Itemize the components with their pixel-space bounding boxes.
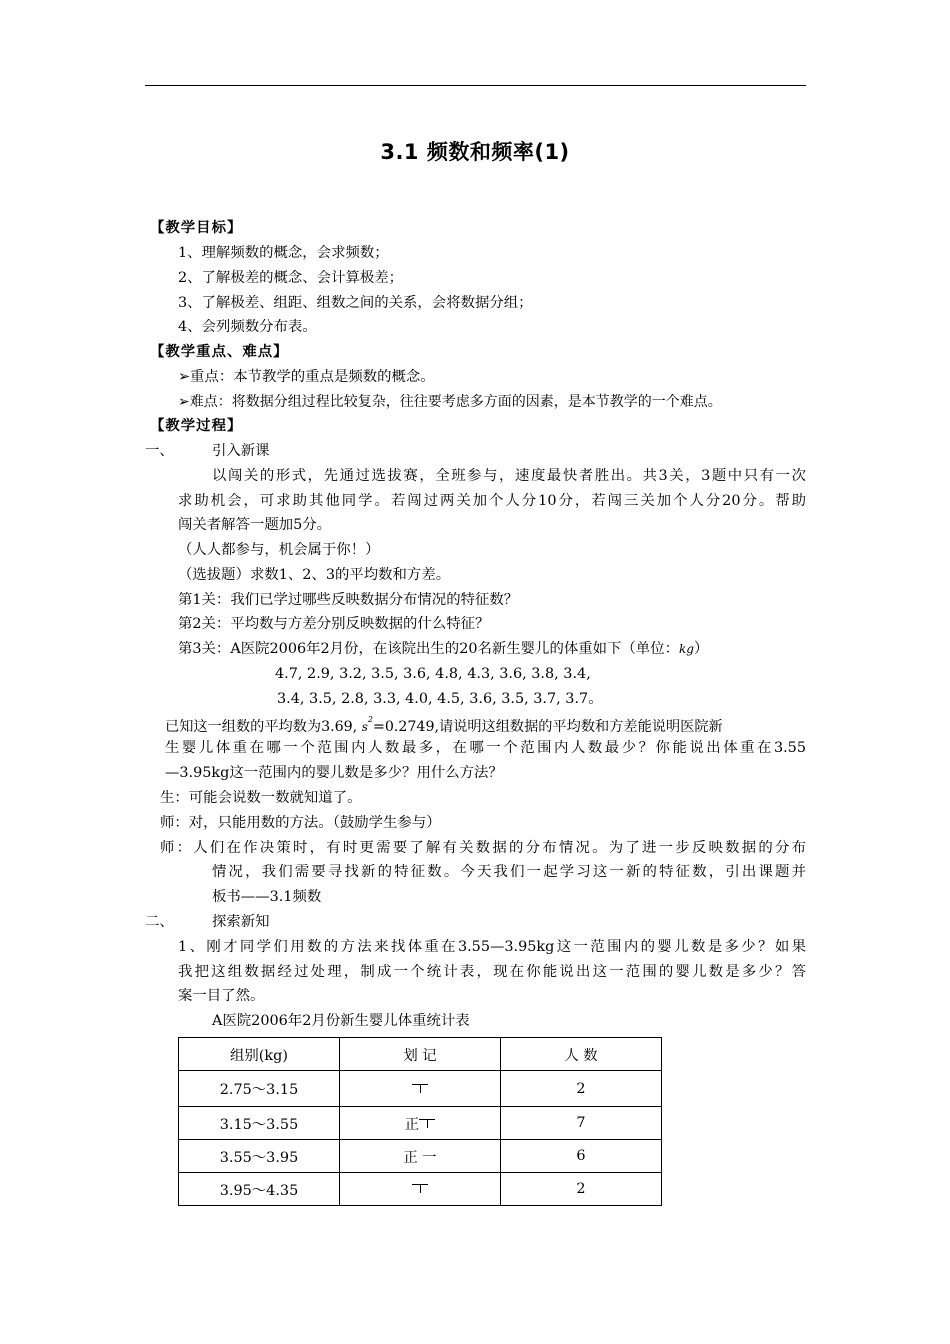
section-number: 一、 xyxy=(145,443,174,459)
group-cell: 2.75～3.15 xyxy=(179,1071,340,1107)
paragraph-line: 案一目了然。 xyxy=(178,988,265,1004)
level-2-question: 第2关：平均数与方差分别反映数据的什么特征？ xyxy=(178,616,490,632)
count-cell: 2 xyxy=(501,1173,662,1206)
paragraph-line: 求助机会，可求助其他同学。若闯过两关加个人分10分，若闯三关加个人分20分。帮助 xyxy=(178,493,806,509)
student-line: 生：可能会说数一数就知道了。 xyxy=(160,790,362,806)
paragraph-line: 1、刚才同学们用数的方法来找体重在3.55—3.95kg这一范围内的婴儿数是多少？如果 xyxy=(178,939,806,955)
tally-cell xyxy=(340,1173,501,1206)
tally-mark-icon xyxy=(412,1180,428,1194)
teacher-line: 板书——3.1频数 xyxy=(212,889,322,905)
page-title: 3.1 频数和频率(1) xyxy=(380,140,570,164)
paragraph-line: 我把这组数据经过处理，制成一个统计表，现在你能说出这一范围的婴儿数是多少？答 xyxy=(178,964,806,980)
objective-item: 2、了解极差的概念、会计算极差； xyxy=(178,270,404,286)
tally-cell: 正 一 xyxy=(340,1140,501,1173)
tally-mark-icon xyxy=(412,1080,428,1094)
paragraph-line: 以闯关的形式，先通过选拔赛，全班参与，速度最快者胜出。共3关，3题中只有一次 xyxy=(212,468,806,484)
tally-cell: 正 xyxy=(340,1107,501,1140)
objective-item: 4、会列频数分布表。 xyxy=(178,319,317,335)
table-header: 划 记 xyxy=(340,1038,501,1071)
table-header-row xyxy=(179,1038,662,1071)
section-title: 引入新课 xyxy=(212,443,270,459)
count-cell: 2 xyxy=(501,1071,662,1107)
group-cell: 3.15～3.55 xyxy=(179,1107,340,1140)
count-cell: 7 xyxy=(501,1107,662,1140)
keypoint-item: ➢重点：本节教学的重点是频数的概念。 xyxy=(178,369,435,385)
tally-mark-icon xyxy=(419,1115,435,1129)
group-cell: 3.95～4.35 xyxy=(179,1173,340,1206)
group-cell: 3.55～3.95 xyxy=(179,1140,340,1173)
tally-cell xyxy=(340,1071,501,1107)
table-caption: A医院2006年2月份新生婴儿体重统计表 xyxy=(212,1013,470,1029)
frequency-table xyxy=(178,1037,662,1206)
objective-item: 3、了解极差、组距、组数之间的关系，会将数据分组； xyxy=(178,295,533,311)
objective-item: 1、理解频数的概念，会求频数； xyxy=(178,245,389,261)
section-number: 二、 xyxy=(145,914,174,930)
header-rule xyxy=(145,85,806,86)
table-row xyxy=(179,1107,662,1140)
note-line: （选拔题）求数1、2、3的平均数和方差。 xyxy=(178,567,451,583)
objectives-heading: 【教学目标】 xyxy=(150,219,243,236)
teacher-line: 师：对，只能用数的方法。（鼓励学生参与） xyxy=(160,815,441,831)
keypoints-heading: 【教学重点、难点】 xyxy=(150,343,289,360)
data-row: 4.7, 2.9, 3.2, 3.5, 3.6, 4.8, 4.3, 3.6, 3.8, 3.4, xyxy=(275,666,591,682)
count-cell: 6 xyxy=(501,1140,662,1173)
table-row xyxy=(179,1173,662,1206)
question-line: —3.95kg这一范围内的婴儿数是多少？用什么方法？ xyxy=(165,765,503,781)
level-3-question: 第3关：A医院2006年2月份，在该院出生的20名新生婴儿的体重如下（单位：kg） xyxy=(178,641,709,657)
paragraph-line: 闯关者解答一题加5分。 xyxy=(178,517,332,533)
section-title: 探索新知 xyxy=(212,914,270,930)
teacher-line: 师：人们在作决策时，有时更需要了解有关数据的分布情况。为了进一步反映数据的分布 xyxy=(160,840,806,856)
data-row: 3.4, 3.5, 2.8, 3.3, 4.0, 4.5, 3.6, 3.5, 3.7, 3.7。 xyxy=(277,691,603,707)
level-1-question: 第1关：我们已学过哪些反映数据分布情况的特征数？ xyxy=(178,592,519,608)
table-row xyxy=(179,1071,662,1107)
table-header: 组别(kg) xyxy=(179,1038,340,1071)
keypoint-item: ➢难点：将数据分组过程比较复杂，往往要考虑多方面的因素，是本节教学的一个难点。 xyxy=(178,394,722,410)
unit-kg: kg xyxy=(678,642,694,656)
note-line: （人人都参与，机会属于你！） xyxy=(178,542,380,558)
table-row xyxy=(179,1140,662,1173)
table-header: 人 数 xyxy=(501,1038,662,1071)
teacher-line: 情况，我们需要寻找新的特征数。今天我们一起学习这一新的特征数，引出课题并 xyxy=(212,864,806,880)
process-heading: 【教学过程】 xyxy=(150,417,243,434)
question-line: 已知这一组数的平均数为3.69, $s^2=0.2749$,请说明这组数据的平均数和方差能说明医院新 xyxy=(165,715,723,735)
question-line: 生婴儿体重在哪一个范围内人数最多，在哪一个范围内人数最少？你能说出体重在3.55 xyxy=(165,740,806,756)
variance-symbol: $s^2$ xyxy=(361,715,373,734)
